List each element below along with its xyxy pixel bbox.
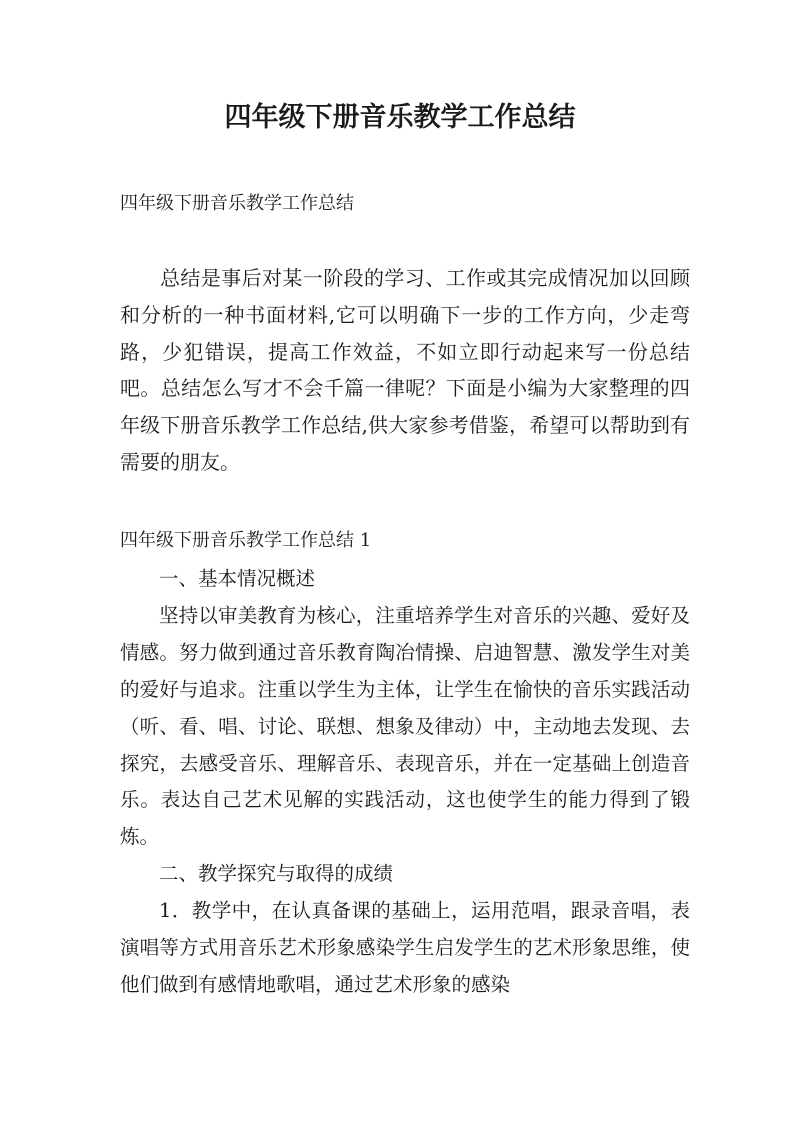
subheading-teaching-results: 二、教学探究与取得的成绩 bbox=[159, 862, 394, 886]
document-title: 四年级下册音乐教学工作总结 bbox=[224, 102, 576, 133]
subheading-basic-overview: 一、基本情况概述 bbox=[159, 567, 316, 590]
section-body bbox=[120, 561, 690, 1004]
document-subtitle: 四年级下册音乐教学工作总结 bbox=[120, 193, 354, 214]
body-paragraph: 坚持以审美教育为核心，注重培养学生对音乐的兴趣、爱好及情感。努力做到通过音乐教育陶冶情操、启迪智慧、激发学生对美的爱好与追求。注重以学生为主体，让学生在愉快的音乐实践活动（听、看、唱、讨论、联想、想象及律动）中，主动地去发现、去探究，去感受音乐、理解音乐、表现音乐，并在一定基础上创造音乐。表达自己艺术见解的实践活动，这也使学生的能力得到了锻炼。 bbox=[120, 603, 690, 849]
section-heading: 四年级下册音乐教学工作总结 1 bbox=[120, 530, 372, 551]
intro-paragraph: 总结是事后对某一阶段的学习、工作或其完成情况加以回顾和分析的一种书面材料,它可以明确下一步的工作方向，少走弯路，少犯错误，提高工作效益，不如立即行动起来写一份总结吧。总结怎么写才不会千篇一律呢？下面是小编为大家整理的四年级下册音乐教学工作总结,供大家参考借鉴，希望可以帮助到有需要的朋友。 bbox=[120, 266, 690, 474]
body-paragraph: 1．教学中，在认真备课的基础上，运用范唱，跟录音唱，表演唱等方式用音乐艺术形象感染学生启发学生的艺术形象思维，使他们做到有感情地歌唱，通过艺术形象的感染 bbox=[120, 899, 690, 996]
